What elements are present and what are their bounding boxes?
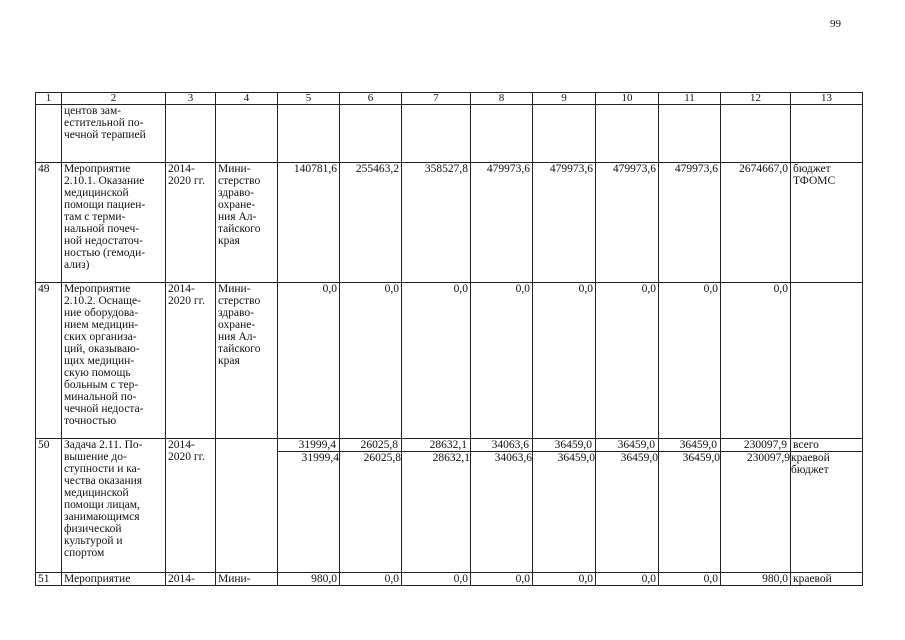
amount-total: 34063,6 [491, 439, 529, 451]
executor-line: ния Ал- [218, 211, 257, 223]
column-header: 6 [340, 93, 402, 105]
column-header: 2 [62, 93, 166, 105]
measure-name-line: помощи пациен- [64, 199, 146, 211]
amount-cell [596, 439, 659, 573]
column-header: 7 [402, 93, 471, 105]
measure-name-line: культурой и [64, 535, 123, 547]
column-header: 5 [278, 93, 340, 105]
page-number: 99 [830, 18, 841, 30]
executor-line: ния Ал- [218, 331, 257, 343]
measure-name-line: нальной почеч- [64, 223, 140, 235]
amount-cell: 0,0 [471, 283, 533, 439]
table-body [36, 93, 863, 586]
amount-cell: 0,0 [596, 573, 659, 586]
column-header: 13 [791, 93, 863, 105]
row-number: 49 [36, 283, 62, 439]
amount-regional: 36459,0 [659, 451, 721, 464]
executor-line: края [218, 235, 240, 247]
amount-cell: 479973,6 [533, 163, 596, 283]
amount-cell: 255463,2 [340, 163, 402, 283]
amount-regional: 36459,0 [533, 451, 596, 464]
row-number [36, 105, 62, 163]
amount-cell: 358527,8 [402, 163, 471, 283]
amount-cell: 0,0 [533, 283, 596, 439]
period: 2014-2020 гг. [166, 283, 216, 439]
amount-cell: 0,0 [659, 283, 721, 439]
amount-cell [659, 439, 721, 573]
executor-line: охране- [218, 319, 256, 331]
executor [216, 163, 278, 283]
executor-line: здраво- [218, 307, 254, 319]
period: 2014-2020 гг. [166, 163, 216, 283]
amount-cell: 2674667,0 [721, 163, 791, 283]
row-number: 50 [36, 439, 62, 573]
measure-name-line: ние оборудова- [64, 307, 139, 319]
measure-name-line: ностью (гемоди- [64, 247, 146, 259]
measure-name-line: физической [64, 523, 122, 535]
row-number: 51 [36, 573, 62, 586]
period [166, 105, 216, 163]
measure-name-line: занимающимся [64, 511, 140, 523]
amount-cell [471, 105, 533, 163]
period: 2014- [166, 573, 216, 586]
column-header: 11 [659, 93, 721, 105]
executor-line: стерство [218, 295, 261, 307]
amount-total: 31999,4 [298, 439, 336, 451]
amount-cell: 0,0 [340, 573, 402, 586]
measure-name-line: медицинской [64, 487, 129, 499]
amount-regional: 26025,8 [340, 451, 402, 464]
executor-line: здраво- [218, 187, 254, 199]
amount-cell [340, 105, 402, 163]
amount-cell [340, 439, 402, 573]
measure-name [62, 573, 166, 586]
measure-name-line: Мероприятие [64, 573, 131, 585]
measure-name-line: медицинской [64, 187, 129, 199]
funding-source-regional: краевой бюджет [791, 451, 863, 476]
column-header: 8 [471, 93, 533, 105]
executor [216, 573, 278, 586]
funding-source-total: всего [793, 439, 819, 451]
table-row [36, 439, 863, 573]
measure-name-line: минальной по- [64, 391, 137, 403]
amount-cell: 980,0 [278, 573, 340, 586]
measure-name-line: ной недостаточ- [64, 235, 143, 247]
header-row [36, 93, 863, 105]
measure-name-line: больным с тер- [64, 379, 139, 391]
amount-cell: 980,0 [721, 573, 791, 586]
table-row [36, 105, 863, 163]
table-row [36, 163, 863, 283]
amount-total: 36459,0 [679, 439, 717, 451]
executor-line: тайского [218, 343, 261, 355]
measure-name [62, 283, 166, 439]
amount-cell: 0,0 [471, 573, 533, 586]
amount-cell: 479973,6 [596, 163, 659, 283]
executor-line: тайского [218, 223, 261, 235]
amount-total: 230097,9 [743, 439, 787, 451]
amount-cell: 479973,6 [471, 163, 533, 283]
column-header: 4 [216, 93, 278, 105]
measure-name-line: спортом [64, 547, 105, 559]
amount-cell: 0,0 [278, 283, 340, 439]
column-header: 12 [721, 93, 791, 105]
budget-table [35, 92, 863, 586]
measure-name-line: Задача 2.11. По- [64, 439, 143, 451]
executor-line: Мини- [218, 573, 251, 585]
amount-cell [278, 439, 340, 573]
measure-name-line: скую помощь [64, 367, 131, 379]
amount-total: 36459,0 [554, 439, 592, 451]
executor [216, 439, 278, 573]
measure-name [62, 439, 166, 573]
amount-cell: 0,0 [659, 573, 721, 586]
measure-name-line: Мероприятие [64, 283, 131, 295]
amount-total: 26025,8 [360, 439, 398, 451]
measure-name-line: вышение до- [64, 451, 127, 463]
measure-name-line: 2.10.2. Оснаще- [64, 295, 141, 307]
amount-regional: 28632,1 [402, 451, 471, 464]
funding-source [791, 105, 863, 163]
amount-regional: 34063,6 [471, 451, 533, 464]
executor-line: охране- [218, 199, 256, 211]
measure-name-line: чества оказания [64, 475, 143, 487]
executor-line: Мини- [218, 163, 251, 175]
measure-name-line: точностью [64, 415, 117, 427]
measure-name-line: там с терми- [64, 211, 126, 223]
measure-name-line: помощи лицам, [64, 499, 140, 511]
measure-name-line: центов зам- [64, 105, 122, 117]
executor-line: края [218, 355, 240, 367]
amount-cell: 479973,6 [659, 163, 721, 283]
amount-regional: 31999,4 [278, 451, 340, 464]
amount-cell [278, 105, 340, 163]
amount-cell: 140781,6 [278, 163, 340, 283]
column-header: 3 [166, 93, 216, 105]
measure-name [62, 105, 166, 163]
column-header: 10 [596, 93, 659, 105]
measure-name-line: щих медицин- [64, 355, 135, 367]
funding-source [791, 283, 863, 439]
table-row [36, 283, 863, 439]
table-row [36, 573, 863, 586]
amount-cell: 0,0 [596, 283, 659, 439]
amount-cell [721, 105, 791, 163]
measure-name-line: Мероприятие [64, 163, 131, 175]
measure-name-line: ализ) [64, 259, 90, 271]
amount-cell: 0,0 [533, 573, 596, 586]
measure-name-line: нием медицин- [64, 319, 139, 331]
measure-name-line: чечной терапией [64, 129, 146, 141]
executor [216, 283, 278, 439]
executor [216, 105, 278, 163]
measure-name-line: естительной по- [64, 117, 144, 129]
column-header: 1 [36, 93, 62, 105]
amount-cell [596, 105, 659, 163]
amount-total: 28632,1 [429, 439, 467, 451]
amount-cell [533, 105, 596, 163]
amount-cell: 0,0 [340, 283, 402, 439]
amount-cell [402, 105, 471, 163]
measure-name-line: 2.10.1. Оказание [64, 175, 145, 187]
amount-cell [402, 439, 471, 573]
period: 2014-2020 гг. [166, 439, 216, 573]
measure-name-line: ских организа- [64, 331, 137, 343]
row-number: 48 [36, 163, 62, 283]
column-header: 9 [533, 93, 596, 105]
amount-cell [721, 439, 791, 573]
funding-source: бюджет ТФОМС [791, 163, 863, 283]
measure-name [62, 163, 166, 283]
amount-cell: 0,0 [721, 283, 791, 439]
funding-source: краевой [791, 573, 863, 586]
amount-cell: 0,0 [402, 283, 471, 439]
funding-source [791, 439, 863, 573]
amount-cell [471, 439, 533, 573]
amount-regional: 230097,9 [721, 451, 791, 464]
amount-cell: 0,0 [402, 573, 471, 586]
measure-name-line: ступности и ка- [64, 463, 141, 475]
amount-cell [533, 439, 596, 573]
measure-name-line: ций, оказываю- [64, 343, 140, 355]
amount-regional: 36459,0 [596, 451, 659, 464]
executor-line: стерство [218, 175, 261, 187]
executor-line: Мини- [218, 283, 251, 295]
measure-name-line: чечной недоста- [64, 403, 144, 415]
amount-cell [659, 105, 721, 163]
amount-total: 36459,0 [617, 439, 655, 451]
